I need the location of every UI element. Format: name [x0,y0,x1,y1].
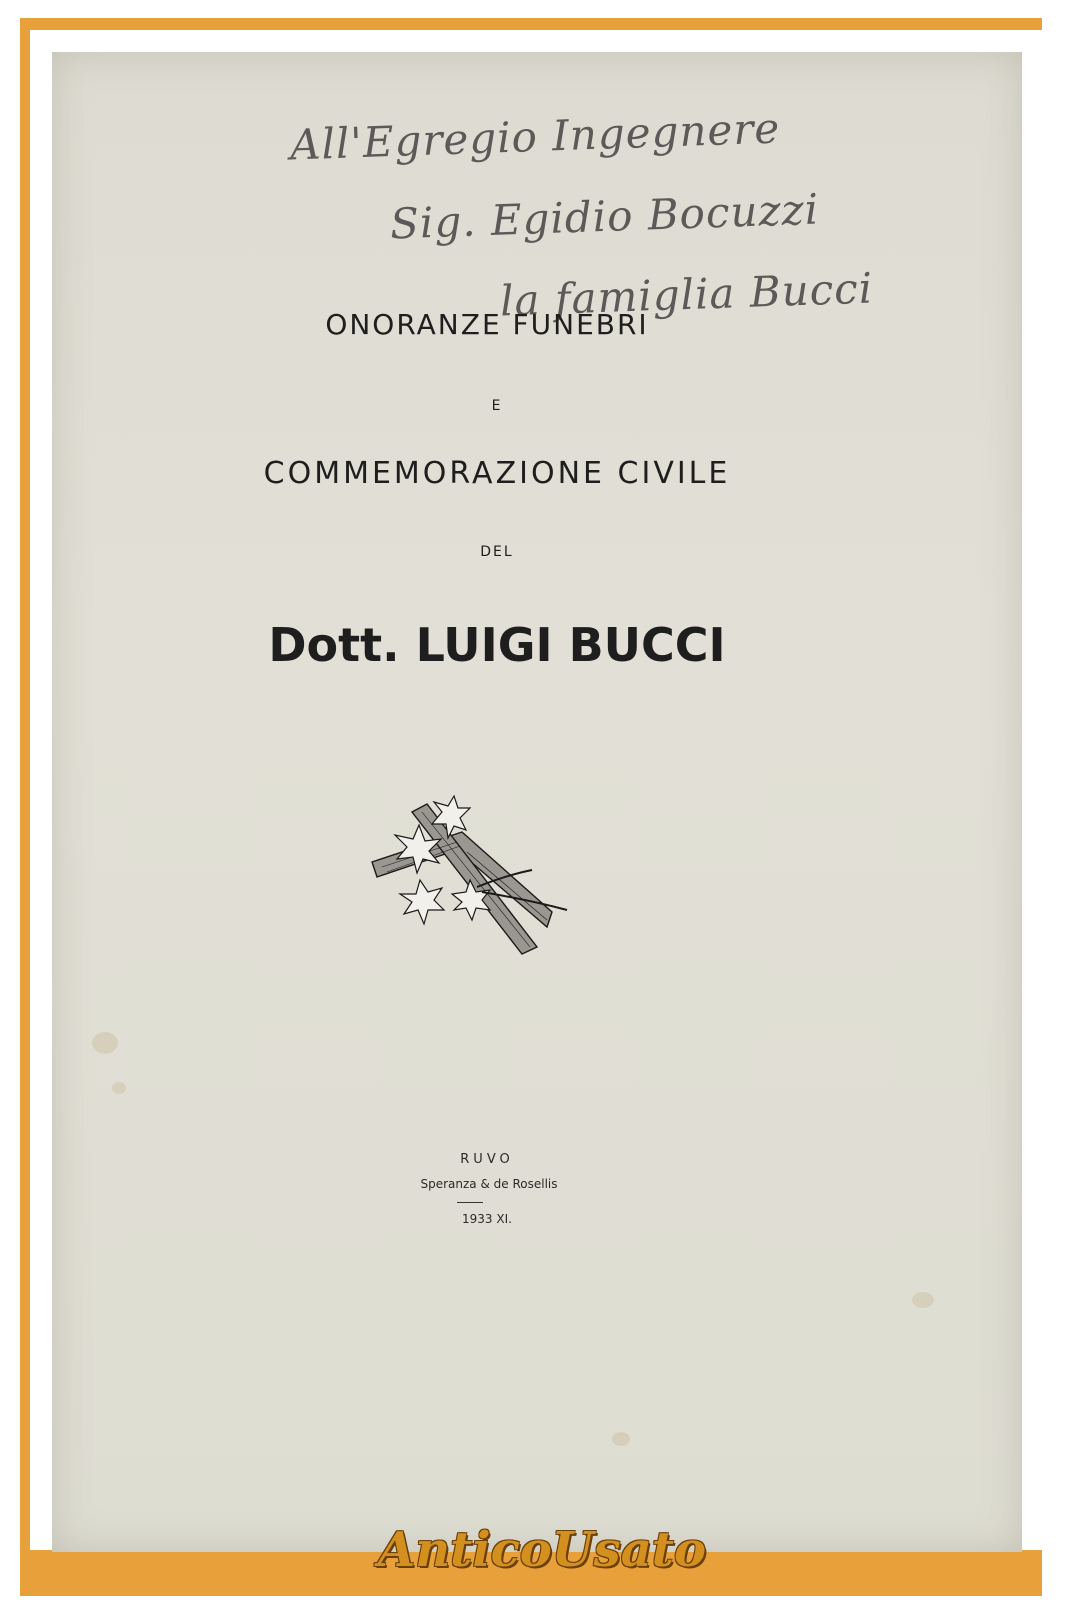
imprint-divider [457,1202,483,1203]
imprint-publisher: Speranza & de Rosellis [420,1177,558,1191]
imprint-city: RUVO [460,1152,514,1167]
dedication-line-3: la famiglia Bucci [499,263,874,326]
title-line-del: DEL [480,544,514,560]
dedication-line-1: All'Egregio Ingegnere [289,103,781,170]
paper-stain [612,1432,630,1446]
title-line-onoranze: ONORANZE FUNEBRI [325,308,649,341]
cross-with-lilies-icon [352,792,572,962]
title-line-commemorazione: COMMEMORAZIONE CIVILE [263,456,731,491]
handwritten-dedication [290,82,910,332]
paper-stain [912,1292,934,1308]
paper-stain [92,1032,118,1054]
title-line-e: E [491,398,503,414]
title-page [52,52,1022,1552]
paper-stain [112,1082,126,1094]
dedication-line-2: Sig. Egidio Bocuzzi [389,184,820,249]
title-line-name: Dott. LUIGI BUCCI [268,618,726,672]
imprint-year: 1933 XI. [462,1212,512,1226]
brand-watermark: AnticoUsato [378,1522,706,1578]
